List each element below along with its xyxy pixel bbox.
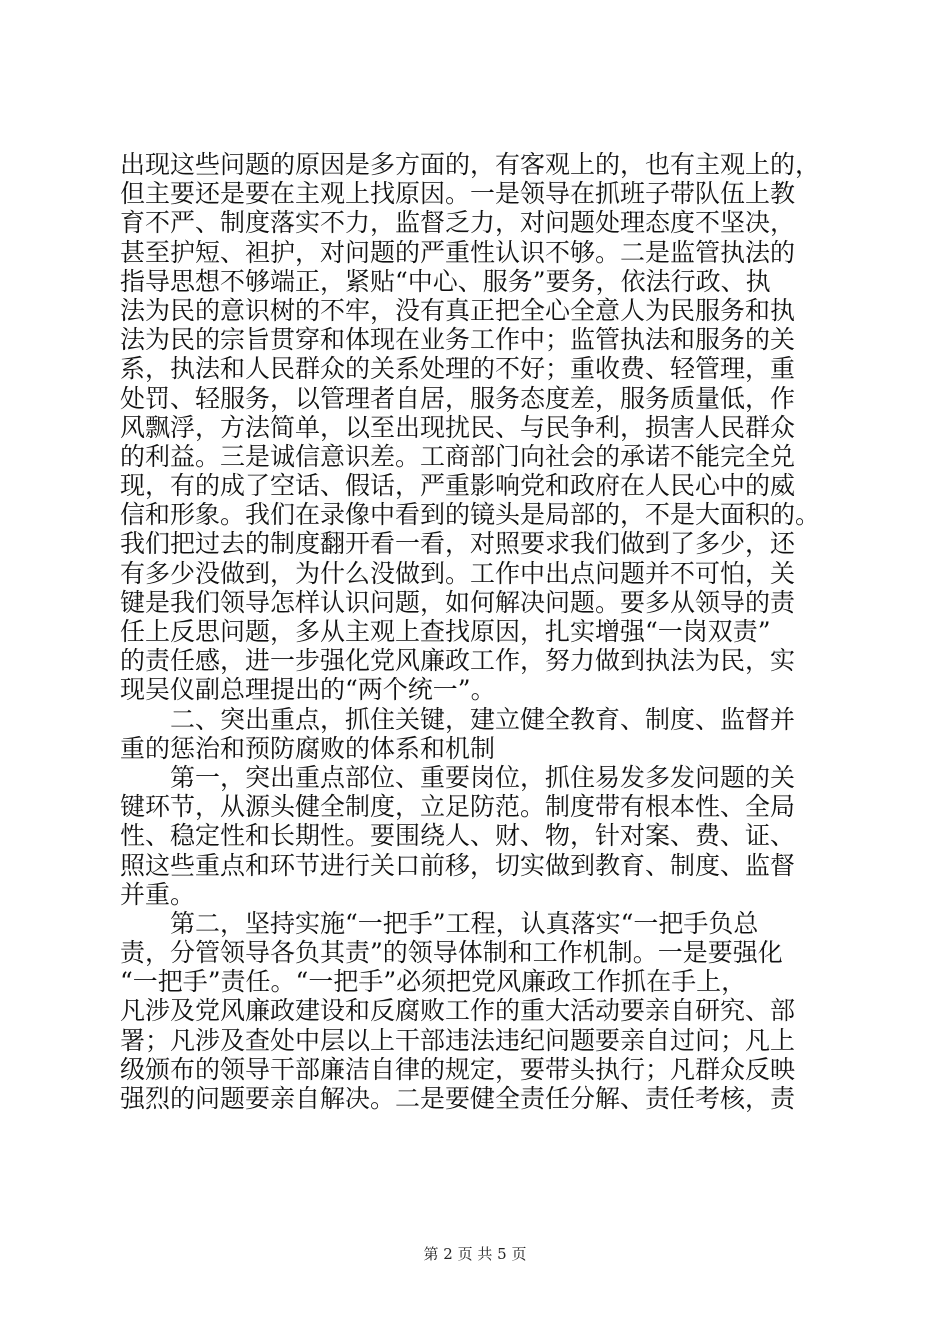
- text-line: 我们把过去的制度翻开看一看，对照要求我们做到了多少，还: [120, 529, 796, 559]
- text-line: 凡涉及党风廉政建设和反腐败工作的重大活动要亲自研究、部: [120, 996, 796, 1026]
- page-footer: 第 2 页 共 5 页: [423, 1245, 527, 1263]
- text-line: 处罚、轻服务，以管理者自居，服务态度差，服务质量低，作: [120, 383, 796, 413]
- text-line: 风飘浮，方法简单，以至出现扰民、与民争利，损害人民群众: [120, 412, 796, 442]
- text-line: 级颁布的领导干部廉洁自律的规定，要带头执行；凡群众反映: [120, 1054, 796, 1084]
- text-line: 第二，坚持实施“一把手”工程，认真落实“一把手负总: [120, 908, 759, 938]
- text-line: 有多少没做到，为什么没做到。工作中出点问题并不可怕，关: [120, 558, 796, 588]
- text-line: 任上反思问题，多从主观上查找原因，扎实增强“一岗双责”: [120, 617, 771, 646]
- text-line: 的利益。三是诚信意识差。工商部门向社会的承诺不能完全兑: [120, 441, 796, 471]
- text-line: 现，有的成了空话、假话，严重影响党和政府在人民心中的威: [120, 471, 796, 501]
- text-line: 出现这些问题的原因是多方面的，有客观上的，也有主观上的，: [120, 150, 821, 179]
- text-line: 署；凡涉及查处中层以上干部违法违纪问题要亲自过问；凡上: [120, 1025, 796, 1055]
- text-line: 重的惩治和预防腐败的体系和机制: [120, 733, 496, 763]
- text-line: 现吴仪副总理提出的“两个统一”。: [120, 675, 496, 705]
- text-line: 法为民的宗旨贯穿和体现在业务工作中；监管执法和服务的关: [120, 325, 796, 355]
- text-line: 键是我们领导怎样认识问题，如何解决问题。要多从领导的责: [120, 587, 796, 617]
- text-line: 责，分管领导各负其责”的领导体制和工作机制。一是要强化: [120, 938, 783, 968]
- text-line: 二、突出重点，抓住关键，建立健全教育、制度、监督并: [120, 704, 796, 734]
- text-line: 性、稳定性和长期性。要围绕人、财、物，针对案、费、证、: [120, 821, 796, 851]
- text-line: 但主要还是要在主观上找原因。一是领导在抓班子带队伍上教: [120, 179, 796, 209]
- text-line: 系，执法和人民群众的关系处理的不好；重收费、轻管理，重: [120, 354, 796, 384]
- text-line: 键环节，从源头健全制度，立足防范。制度带有根本性、全局: [120, 792, 796, 822]
- text-line: 信和形象。我们在录像中看到的镜头是局部的，不是大面积的。: [120, 500, 821, 530]
- body-text: [120, 150, 855, 1113]
- text-line: 的责任感，进一步强化党风廉政工作，努力做到执法为民，实: [120, 646, 796, 676]
- text-line: 育不严、制度落实不力，监督乏力，对问题处理态度不坚决，: [120, 208, 796, 238]
- text-line: “一把手”责任。“一把手”必须把党风廉政工作抓在手上，: [120, 967, 747, 997]
- text-line: 强烈的问题要亲自解决。二是要健全责任分解、责任考核，责: [120, 1084, 796, 1113]
- text-line: 并重。: [120, 879, 196, 909]
- text-line: 照这些重点和环节进行关口前移，切实做到教育、制度、监督: [120, 850, 796, 880]
- text-line: 指导思想不够端正，紧贴“中心、服务”要务，依法行政、执: [120, 266, 771, 296]
- text-line: 法为民的意识树的不牢，没有真正把全心全意人为民服务和执: [120, 295, 796, 325]
- text-line: 第一，突出重点部位、重要岗位，抓住易发多发问题的关: [120, 762, 796, 792]
- text-line: 甚至护短、袒护，对问题的严重性认识不够。二是监管执法的: [120, 237, 796, 267]
